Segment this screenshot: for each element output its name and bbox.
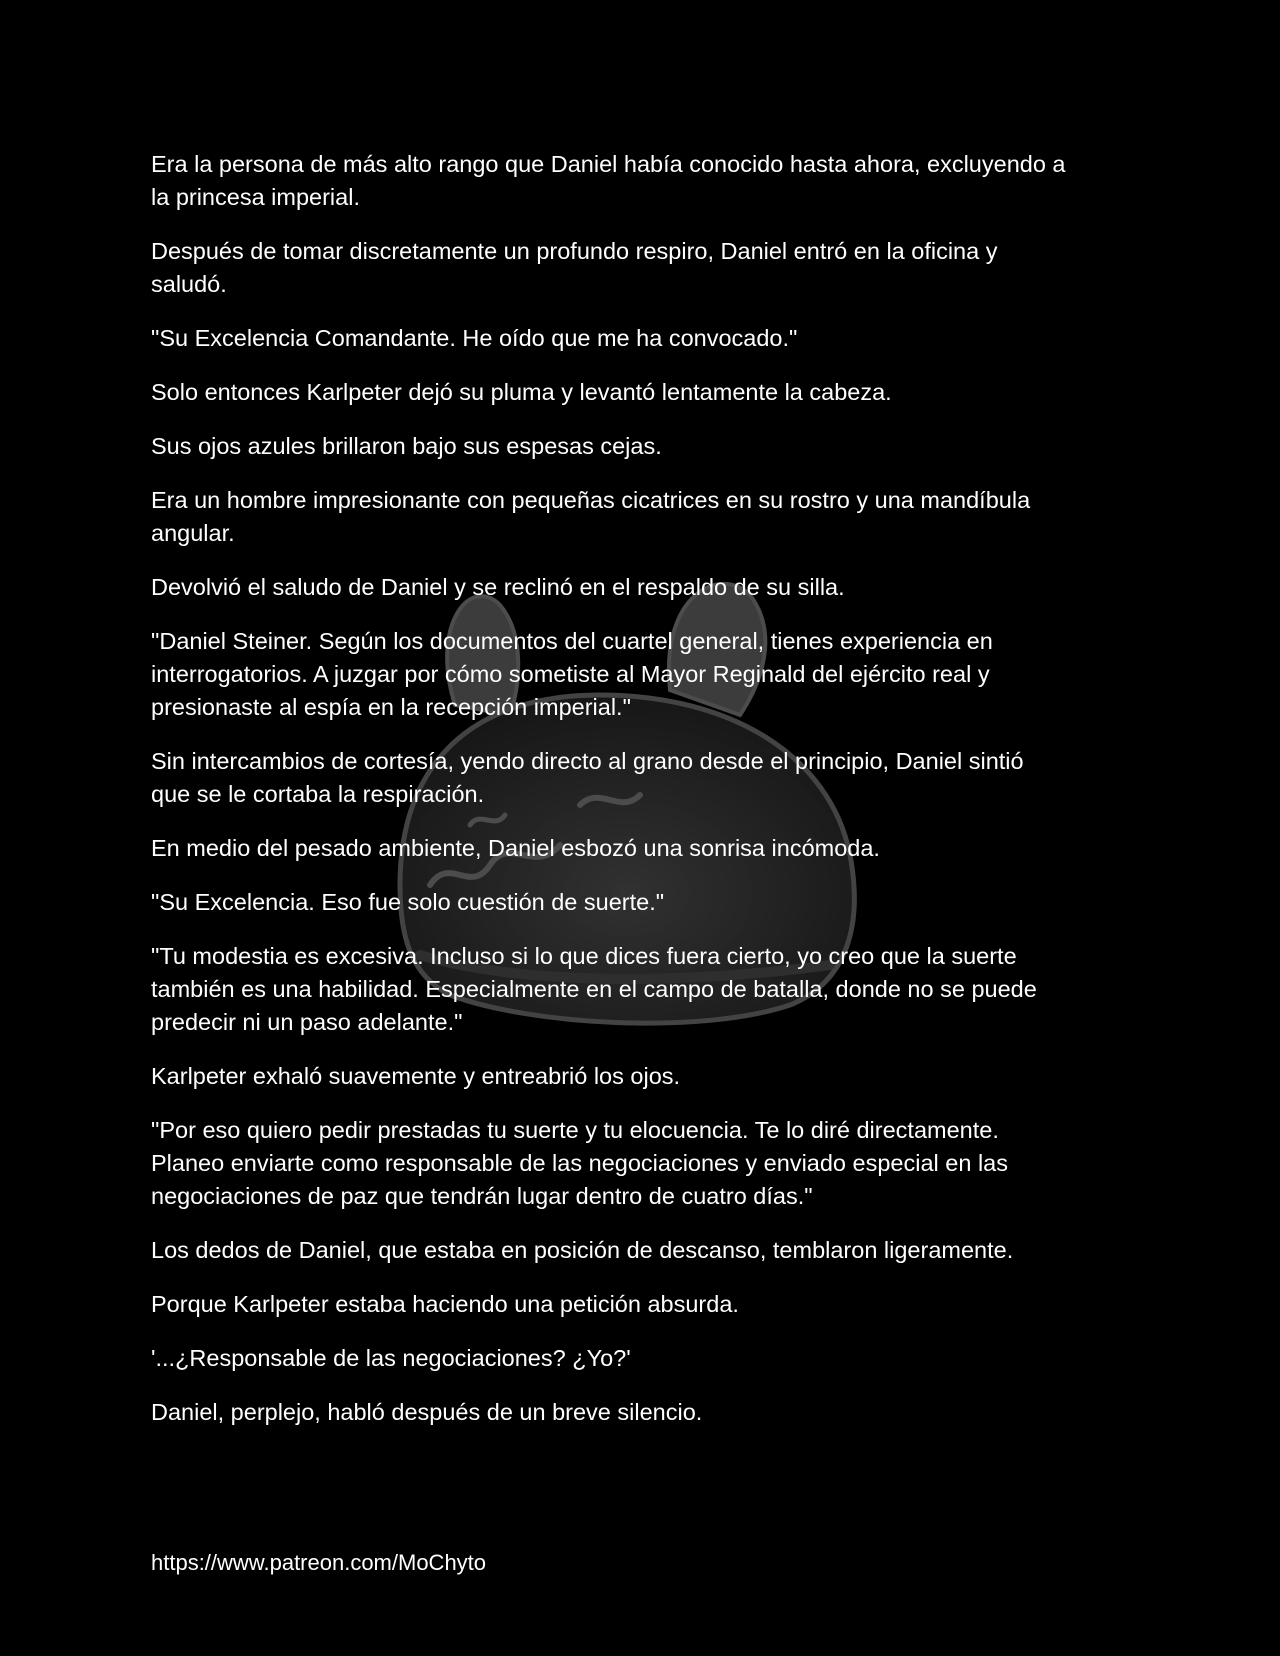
- paragraph: '...¿Responsable de las negociaciones? ¿Yo?': [151, 1345, 631, 1371]
- paragraph: Solo entonces Karlpeter dejó su pluma y levantó lentamente la cabeza.: [151, 379, 892, 405]
- paragraph: Karlpeter exhaló suavemente y entreabrió los ojos.: [151, 1063, 681, 1089]
- paragraph: Sin intercambios de cortesía, yendo directo al grano desde el principio, Daniel sintió que se le cortaba la respiración.: [151, 748, 1024, 807]
- paragraph: En medio del pesado ambiente, Daniel esbozó una sonrisa incómoda.: [151, 835, 880, 861]
- patreon-link[interactable]: https://www.patreon.com/MoChyto: [151, 1550, 487, 1575]
- paragraph: Después de tomar discretamente un profundo respiro, Daniel entró en la oficina y saludó.: [151, 238, 998, 297]
- paragraph: Era la persona de más alto rango que Daniel había conocido hasta ahora, excluyendo a la princesa imperial.: [151, 151, 1066, 210]
- paragraph: "Daniel Steiner. Según los documentos del cuartel general, tienes experiencia en interrogatorios. A juzgar por cómo sometiste al Mayor Reginald del ejército real y presionaste al espía en la recepción imperial.": [151, 628, 993, 720]
- paragraph: Los dedos de Daniel, que estaba en posición de descanso, temblaron ligeramente.: [151, 1237, 1014, 1263]
- document-body: [151, 148, 1151, 1450]
- paragraph: "Tu modestia es excesiva. Incluso si lo que dices fuera cierto, yo creo que la suerte también es una habilidad. Especialmente en el campo de batalla, donde no se puede predecir ni un paso adelante.": [151, 943, 1037, 1035]
- paragraph: Daniel, perplejo, habló después de un breve silencio.: [151, 1399, 703, 1425]
- paragraph: "Por eso quiero pedir prestadas tu suerte y tu elocuencia. Te lo diré directamente. Planeo enviarte como responsable de las negociaciones y enviado especial en las negociaciones de paz que tendrán lugar dentro de cuatro días.": [151, 1117, 1008, 1209]
- paragraph: "Su Excelencia Comandante. He oído que me ha convocado.": [151, 325, 798, 351]
- paragraph: Devolvió el saludo de Daniel y se reclinó en el respaldo de su silla.: [151, 574, 845, 600]
- paragraph: Era un hombre impresionante con pequeñas cicatrices en su rostro y una mandíbula angular.: [151, 487, 1031, 546]
- paragraph: "Su Excelencia. Eso fue solo cuestión de suerte.": [151, 889, 665, 915]
- paragraph: Sus ojos azules brillaron bajo sus espesas cejas.: [151, 433, 662, 459]
- paragraph: Porque Karlpeter estaba haciendo una petición absurda.: [151, 1291, 739, 1317]
